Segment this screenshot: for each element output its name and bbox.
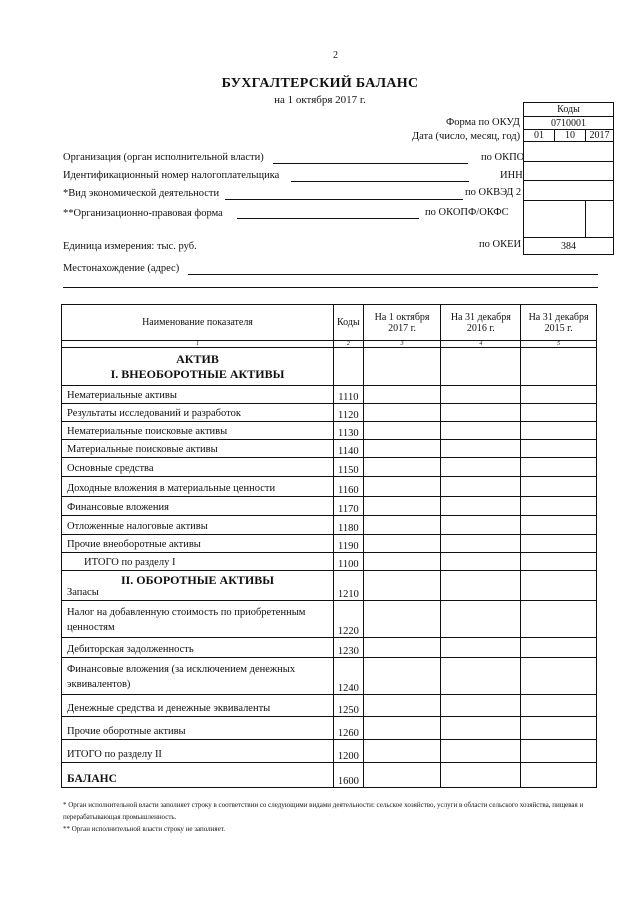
col-number: 4: [441, 341, 521, 348]
row-code: 1260: [334, 717, 364, 740]
document-title: БУХГАЛТЕРСКИЙ БАЛАНС: [221, 76, 419, 91]
row-code: 1150: [334, 458, 364, 477]
okei-value: 384: [524, 238, 614, 255]
date-month: 10: [555, 130, 586, 142]
okfs-value: [586, 201, 614, 238]
address-second-line: [63, 287, 598, 288]
header-name: Наименование показателя: [62, 305, 334, 341]
inn-label: ИНН: [500, 170, 523, 181]
footnote-2: ** Орган исполнительной власти строку не заполняет.: [63, 825, 226, 833]
footnotes: [63, 799, 603, 835]
header-col5: На 31 декабря 2015 г.: [521, 305, 597, 341]
activity-underline: [225, 199, 463, 200]
inn-value: [524, 162, 614, 181]
row-name: Денежные средства и денежные эквиваленты: [62, 695, 334, 717]
header-code: Коды: [334, 305, 364, 341]
unit-label: Единица измерения: тыс. руб.: [63, 241, 197, 252]
row-code: 1210: [334, 571, 364, 601]
okved-label: по ОКВЭД 2: [465, 187, 522, 198]
okpo-value: [524, 142, 614, 162]
okopf-value: [524, 201, 586, 238]
row-code: 1140: [334, 440, 364, 458]
inn-label-left: Идентификационный номер налогоплательщика: [63, 170, 280, 181]
row-code: 1190: [334, 535, 364, 553]
codes-box: [523, 102, 614, 255]
legal-form-label: **Организационно-правовая форма: [63, 208, 223, 219]
row-code: 1130: [334, 422, 364, 440]
okpo-label: по ОКПО: [481, 152, 525, 163]
date-label: Дата (число, месяц, год): [412, 131, 521, 142]
okud-label: Форма по ОКУД: [446, 117, 520, 128]
row-code: 1180: [334, 516, 364, 535]
address-label: Местонахождение (адрес): [63, 263, 180, 274]
row-code: 1170: [334, 497, 364, 516]
section-header-active: [62, 348, 334, 386]
row-name: Налог на добавленную стоимость по приобретенным ценностям: [62, 601, 334, 638]
okved-value: [524, 181, 614, 201]
row-code: 1160: [334, 477, 364, 497]
inn-underline: [291, 181, 469, 182]
row-total-section1: ИТОГО по разделу I: [62, 553, 334, 571]
document-subtitle: на 1 октября 2017 г.: [274, 94, 366, 106]
row-balance: БАЛАНС: [62, 763, 334, 788]
row-code: 1220: [334, 601, 364, 638]
okud-value: 0710001: [524, 117, 614, 130]
row-name: Прочие внеоборотные активы: [62, 535, 334, 553]
org-label: Организация (орган исполнительной власти): [63, 152, 264, 163]
row-total-section2: ИТОГО по разделу II: [62, 740, 334, 763]
date-year: 2017: [586, 130, 614, 142]
codes-header: Коды: [524, 103, 614, 117]
row-name: Запасы: [67, 587, 99, 598]
okei-label: по ОКЕИ: [479, 239, 522, 250]
row-name: Материальные поисковые активы: [62, 440, 334, 458]
row-code: 1110: [334, 386, 364, 404]
row-name: Нематериальные поисковые активы: [62, 422, 334, 440]
header-col4: На 31 декабря 2016 г.: [441, 305, 521, 341]
row-name: Финансовые вложения (за исключением денежных эквивалентов): [62, 658, 334, 695]
row-code: 1120: [334, 404, 364, 422]
section1-title: I. ВНЕОБОРОТНЫЕ АКТИВЫ: [110, 366, 285, 381]
row-code: 1200: [334, 740, 364, 763]
col-number: 1: [62, 341, 334, 348]
row-name: Основные средства: [62, 458, 334, 477]
row-name: Отложенные налоговые активы: [62, 516, 334, 535]
balance-table: [61, 304, 597, 788]
row-name: Дебиторская задолженность: [62, 638, 334, 658]
section2-title: II. ОБОРОТНЫЕ АКТИВЫ: [120, 573, 275, 587]
activity-label: *Вид экономической деятельности: [63, 188, 220, 199]
address-underline: [188, 274, 598, 275]
row-name: Доходные вложения в материальные ценности: [62, 477, 334, 497]
section-active-title: АКТИВ: [176, 351, 219, 366]
date-day: 01: [524, 130, 555, 142]
row-name: Прочие оборотные активы: [62, 717, 334, 740]
col-number: 3: [363, 341, 441, 348]
row-name: Нематериальные активы: [62, 386, 334, 404]
header-col3: На 1 октября 2017 г.: [363, 305, 441, 341]
row-name: Результаты исследований и разработок: [62, 404, 334, 422]
legal-form-underline: [237, 218, 419, 219]
col-number: 5: [521, 341, 597, 348]
footnote-1: * Орган исполнительной власти заполняет строку в соответствии со следующими видами деятельности: сельское хозяйство, услуги в области сельского хозяйства, пищевая и перерабатывающая промышленность.: [63, 801, 584, 821]
page-number: 2: [333, 50, 338, 61]
org-underline: [273, 163, 468, 164]
row-code: 1100: [334, 553, 364, 571]
row-code: 1250: [334, 695, 364, 717]
okopf-label: по ОКОПФ/ОКФС: [425, 207, 509, 218]
row-code: 1240: [334, 658, 364, 695]
row-name: Финансовые вложения: [62, 497, 334, 516]
section2-cell: [62, 571, 334, 601]
col-number: 2: [334, 341, 364, 348]
row-code: 1230: [334, 638, 364, 658]
row-code: 1600: [334, 763, 364, 788]
